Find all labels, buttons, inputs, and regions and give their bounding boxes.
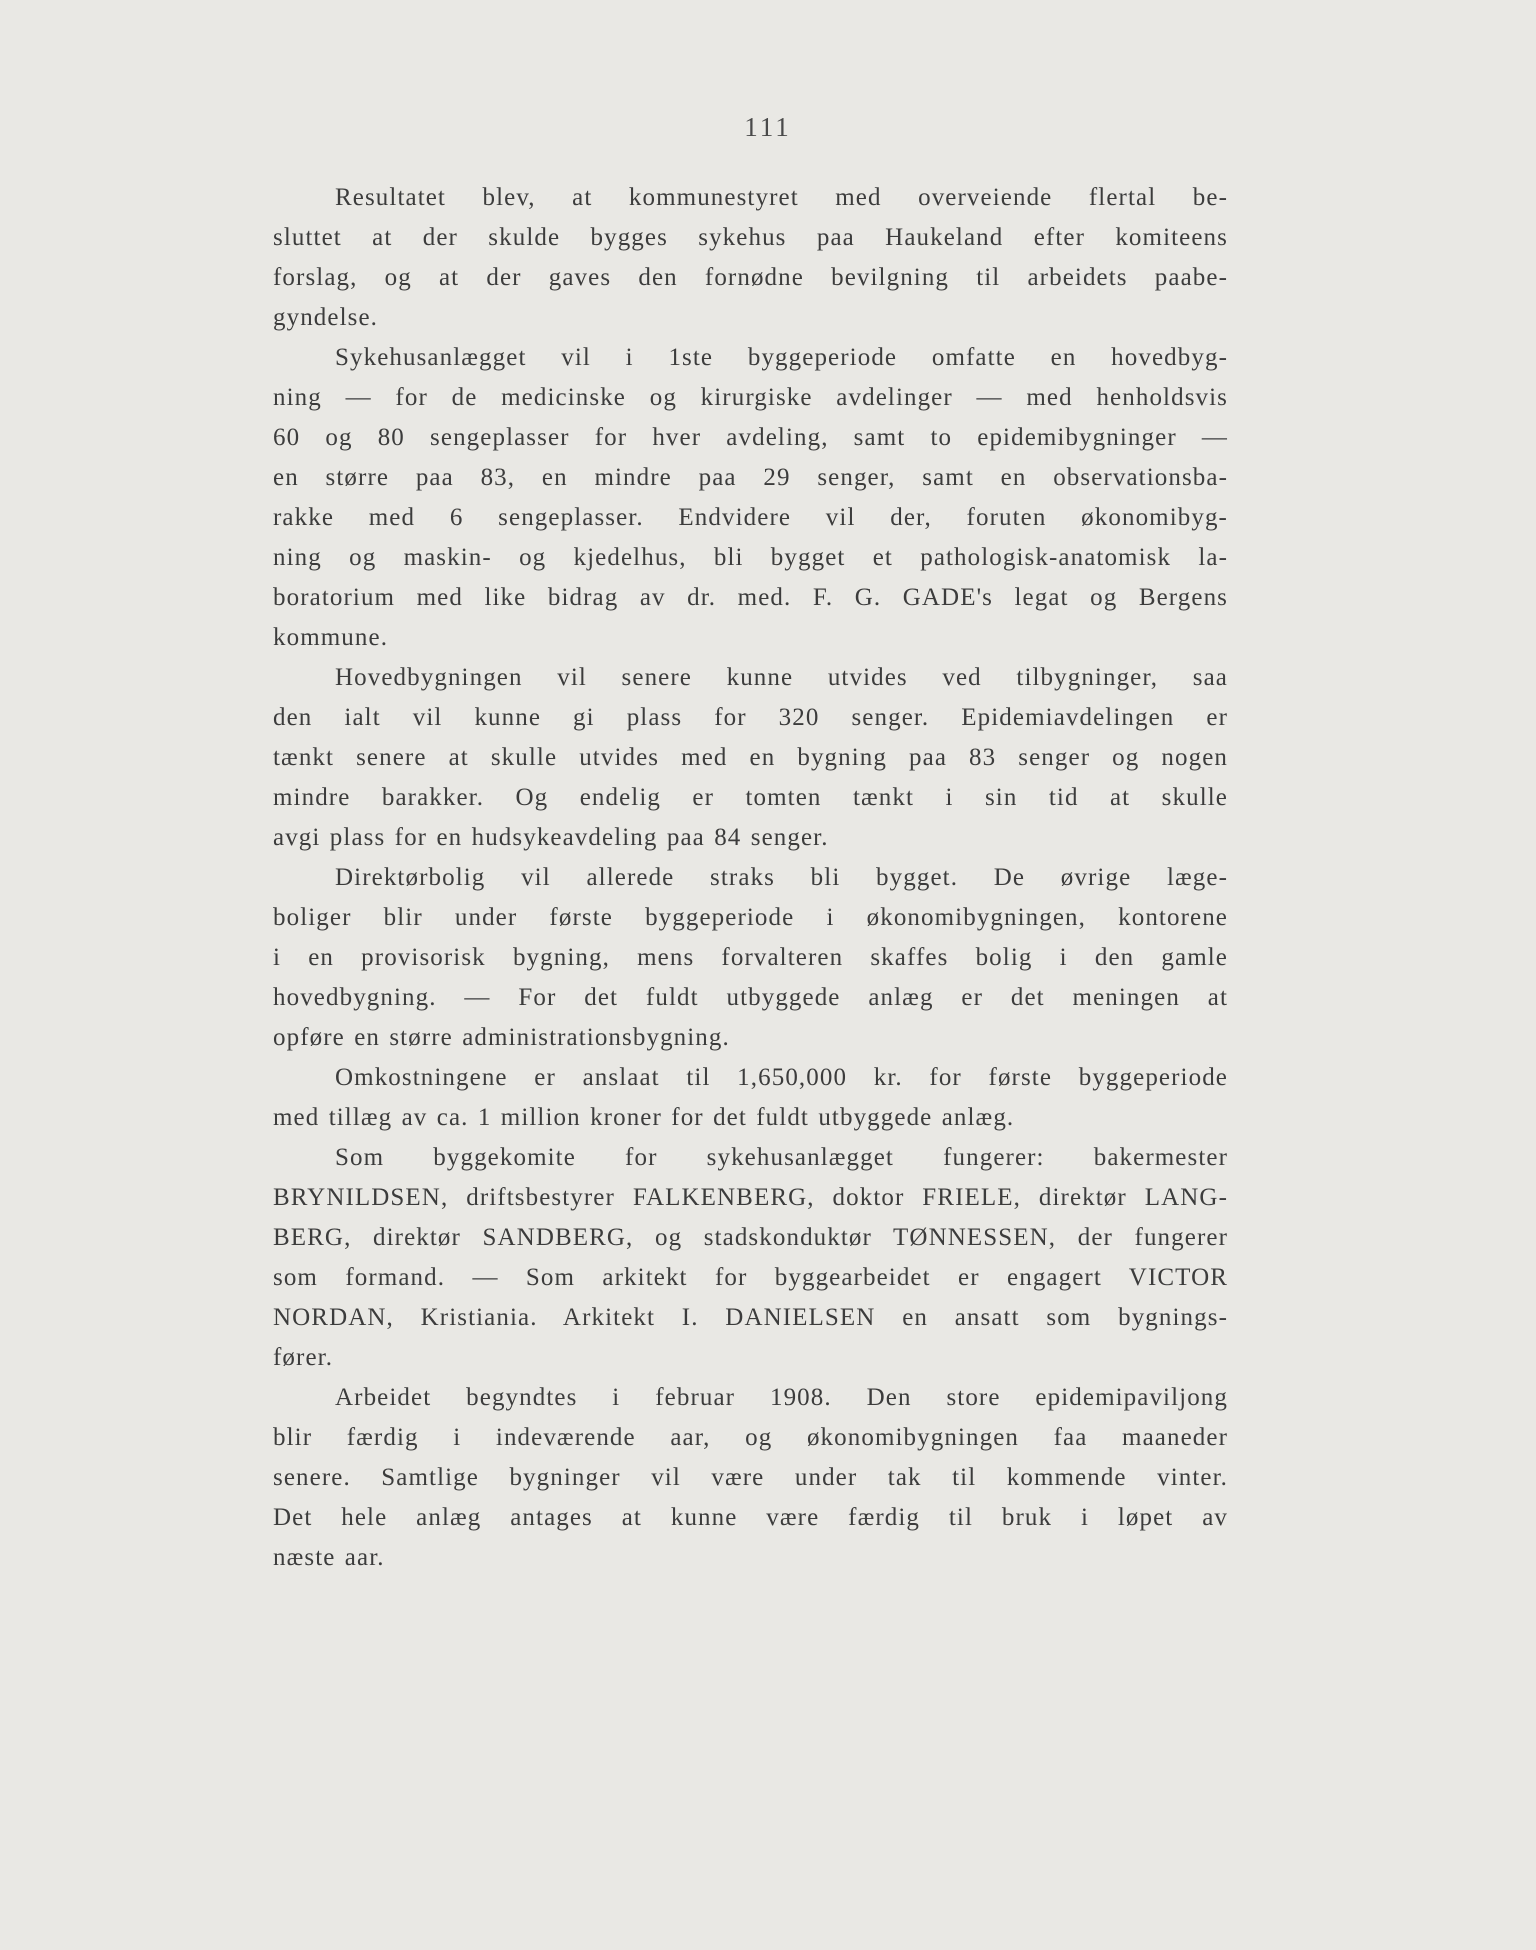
text-line: Det hele anlæg antages at kunne være færdig til bruk i løpet av (273, 1504, 1228, 1531)
text-line: senere. Samtlige bygninger vil være under tak til kommende vinter. (273, 1464, 1228, 1491)
text-line: Direktørbolig vil allerede straks bli bygget. De øvrige læge- (335, 864, 1228, 891)
text-line: den ialt vil kunne gi plass for 320 senger. Epidemiavdelingen er (273, 704, 1228, 731)
text-line: sluttet at der skulde bygges sykehus paa Haukeland efter komiteens (273, 224, 1228, 251)
text-line: opføre en større administrationsbygning. (273, 1024, 730, 1051)
text-line: NORDAN, Kristiania. Arkitekt I. DANIELSEN en ansatt som bygnings- (273, 1304, 1228, 1331)
text-line: BERG, direktør SANDBERG, og stadskonduktør TØNNESSEN, der fungerer (273, 1224, 1228, 1251)
text-line: hovedbygning. — For det fuldt utbyggede anlæg er det meningen at (273, 984, 1228, 1011)
text-line: 60 og 80 sengeplasser for hver avdeling, samt to epidemibygninger — (273, 424, 1228, 451)
text-line: som formand. — Som arkitekt for byggearbeidet er engagert VICTOR (273, 1264, 1228, 1291)
text-line: Som byggekomite for sykehusanlægget fungerer: bakermester (335, 1144, 1228, 1171)
text-line: rakke med 6 sengeplasser. Endvidere vil der, foruten økonomibyg- (273, 504, 1228, 531)
text-line: ning og maskin- og kjedelhus, bli bygget et pathologisk-anatomisk la- (273, 544, 1228, 571)
text-line: blir færdig i indeværende aar, og økonomibygningen faa maaneder (273, 1424, 1228, 1451)
text-line: Hovedbygningen vil senere kunne utvides ved tilbygninger, saa (335, 664, 1228, 691)
text-line: kommune. (273, 624, 389, 651)
text-line: næste aar. (273, 1544, 385, 1571)
text-line: forslag, og at der gaves den fornødne bevilgning til arbeidets paabe- (273, 264, 1228, 291)
text-line: boratorium med like bidrag av dr. med. F. G. GADE's legat og Bergens (273, 584, 1228, 611)
text-line: tænkt senere at skulle utvides med en bygning paa 83 senger og nogen (273, 744, 1228, 771)
page-number: 111 (744, 112, 792, 142)
text-line: BRYNILDSEN, driftsbestyrer FALKENBERG, doktor FRIELE, direktør LANG- (273, 1184, 1228, 1211)
text-line: ning — for de medicinske og kirurgiske avdelinger — med henholdsvis (273, 384, 1228, 411)
text-line: Sykehusanlægget vil i 1ste byggeperiode omfatte en hovedbyg- (335, 344, 1228, 371)
text-line: mindre barakker. Og endelig er tomten tænkt i sin tid at skulle (273, 784, 1228, 811)
text-line: i en provisorisk bygning, mens forvalteren skaffes bolig i den gamle (273, 944, 1228, 971)
text-line: avgi plass for en hudsykeavdeling paa 84 senger. (273, 824, 829, 851)
text-line: med tillæg av ca. 1 million kroner for det fuldt utbyggede anlæg. (273, 1104, 1015, 1131)
text-line: gyndelse. (273, 304, 379, 331)
text-line: boliger blir under første byggeperiode i økonomibygningen, kontorene (273, 904, 1228, 931)
text-line: Resultatet blev, at kommunestyret med overveiende flertal be- (335, 184, 1228, 211)
body-text (273, 178, 1228, 1578)
text-line: en større paa 83, en mindre paa 29 senger, samt en observationsba- (273, 464, 1228, 491)
text-line: fører. (273, 1344, 334, 1371)
text-line: Arbeidet begyndtes i februar 1908. Den store epidemipaviljong (335, 1384, 1228, 1411)
text-line: Omkostningene er anslaat til 1,650,000 kr. for første byggeperiode (335, 1064, 1228, 1091)
